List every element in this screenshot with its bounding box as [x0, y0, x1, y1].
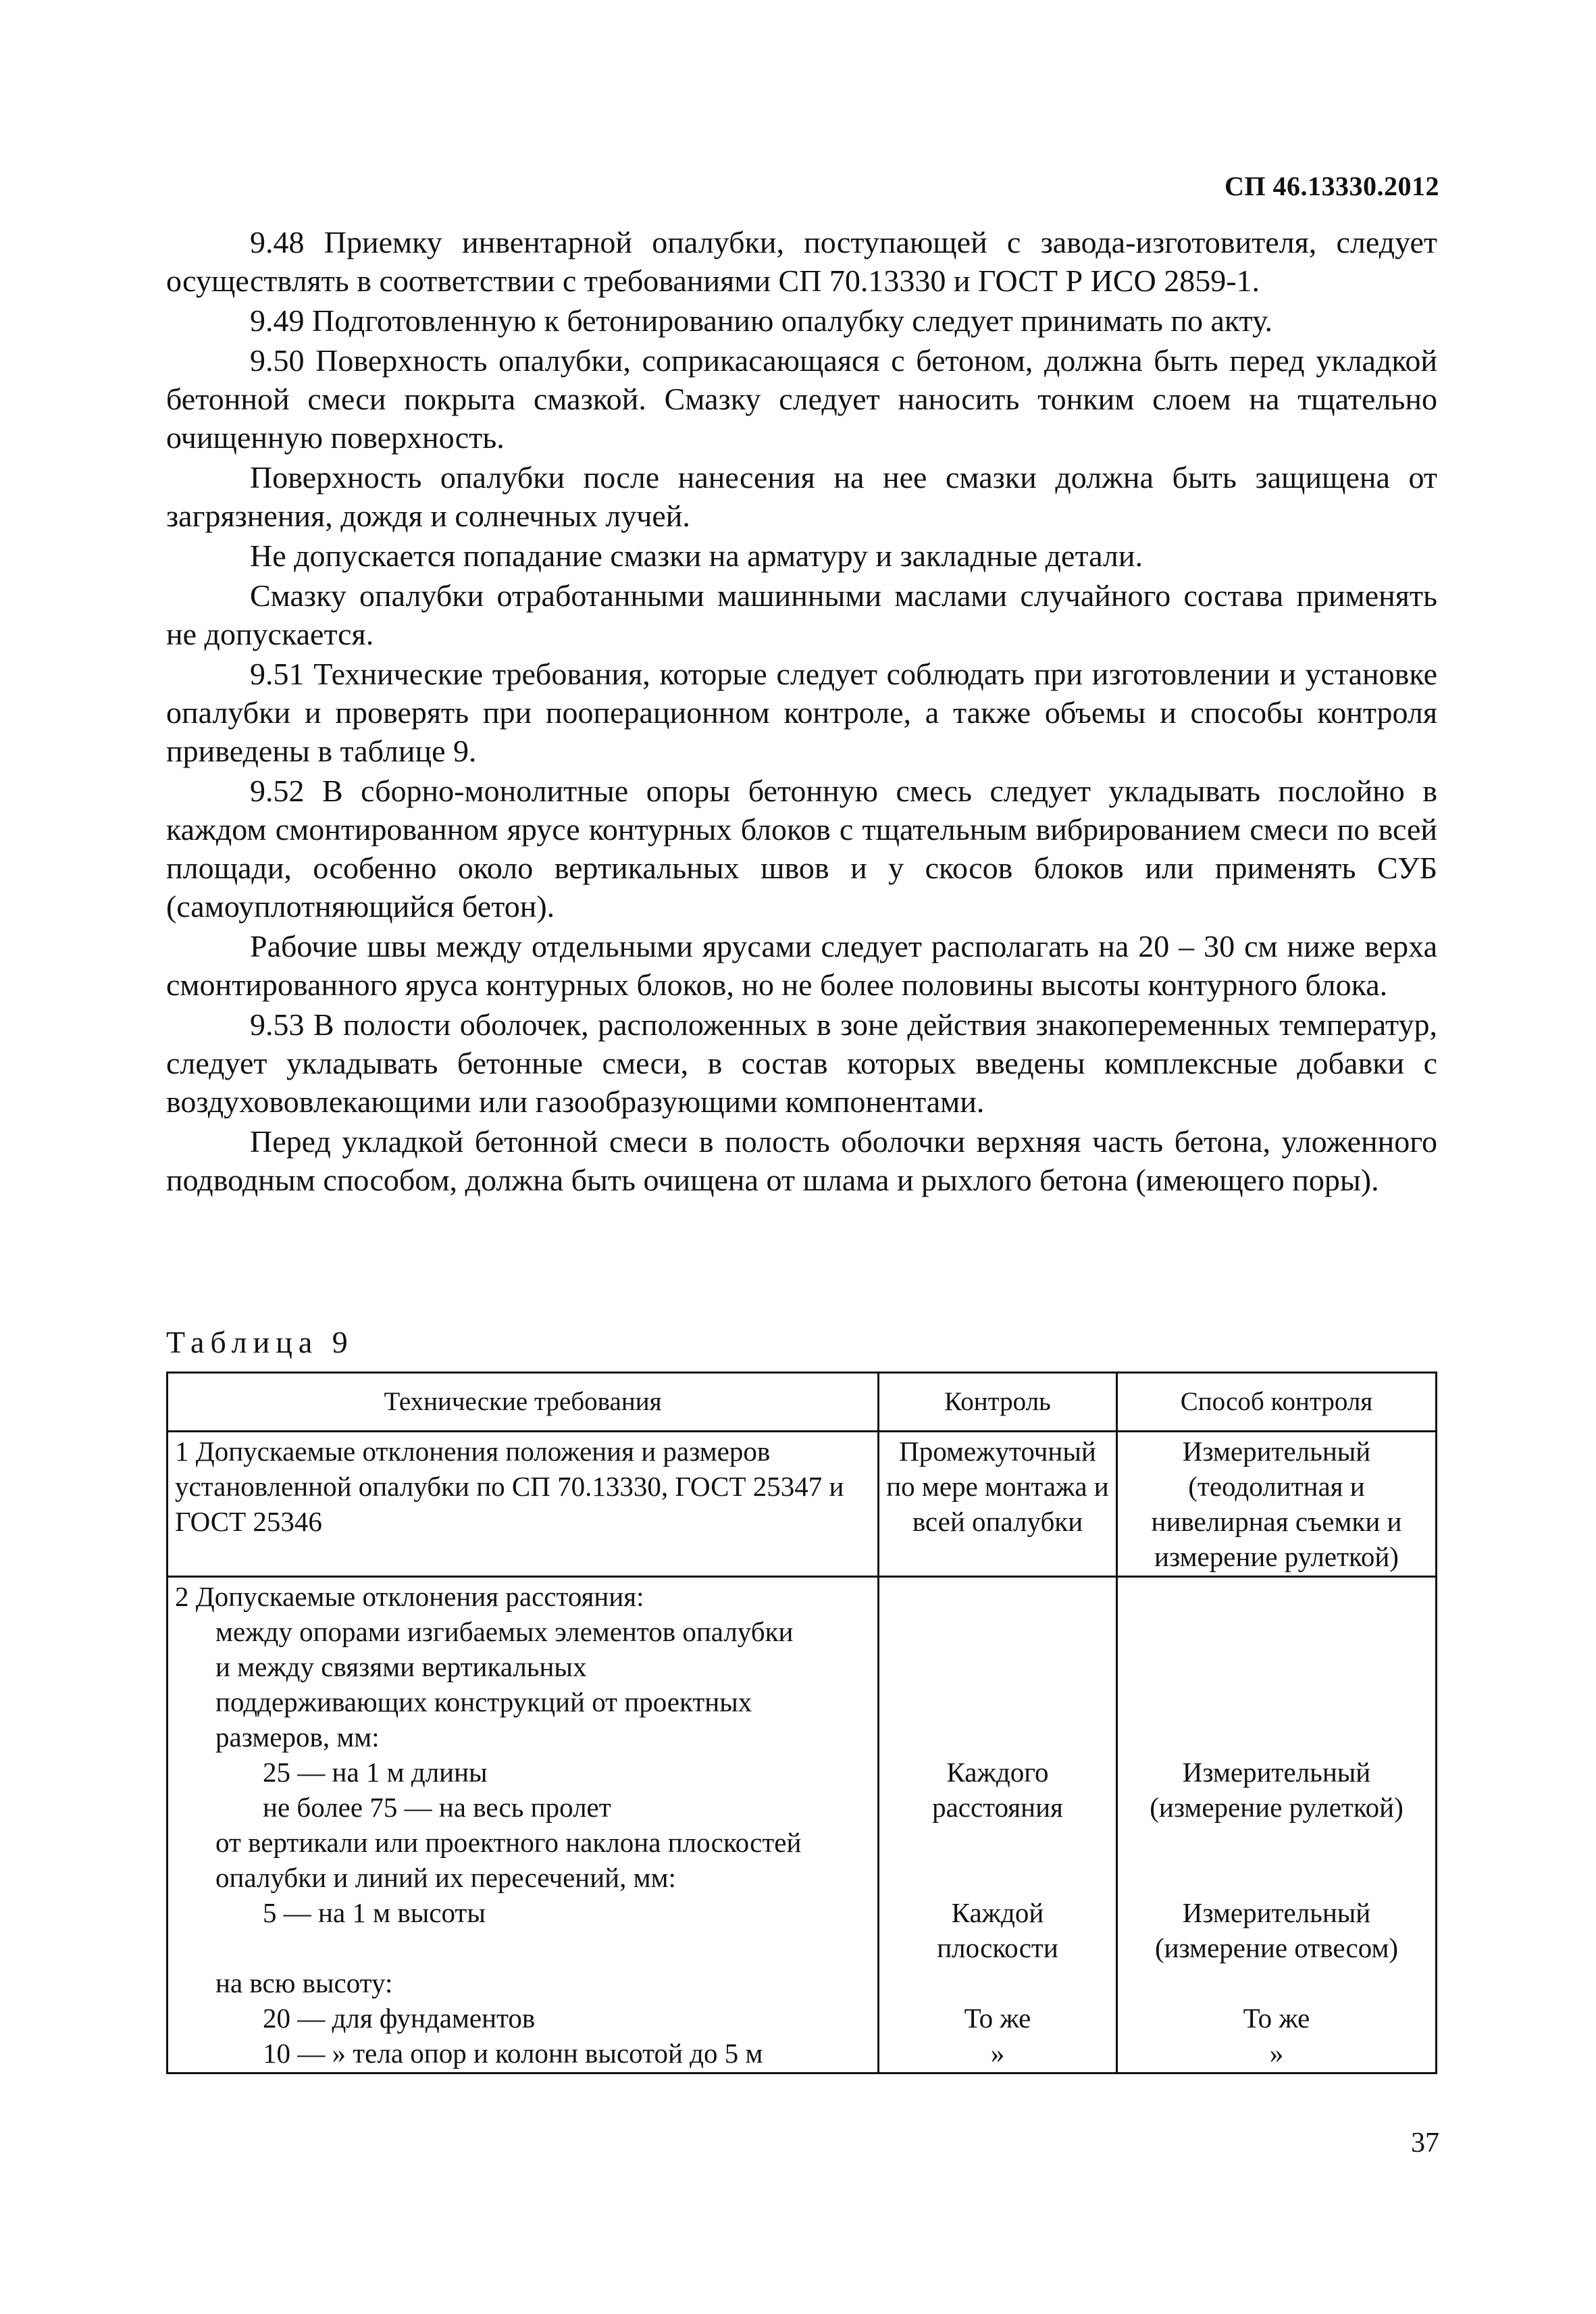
cell-line: расстояния	[932, 1792, 1063, 1823]
cell-line	[1125, 1719, 1428, 1755]
cell-line	[1125, 1614, 1428, 1649]
cell-line: не более 75 — на весь пролет	[263, 1792, 611, 1823]
cell-line: 25 — на 1 м длины	[263, 1757, 488, 1788]
paragraph: Поверхность опалубки после нанесения на нее смазки должна быть защищена от загрязнения, дождя и солнечных лучей.	[166, 460, 1437, 533]
cell-line: и между связями вертикальных	[215, 1651, 587, 1682]
paragraph-9-49: 9.49 Подготовленную к бетонированию опалубку следует принимать по акту.	[250, 303, 1273, 338]
cell-line	[886, 1579, 1109, 1614]
body-text	[166, 223, 1437, 1201]
cell-line: Каждой	[951, 1897, 1044, 1928]
column-header-control: Контроль	[879, 1373, 1117, 1432]
cell-line: 5 — на 1 м высоты	[263, 1897, 486, 1928]
cell-line: Каждого	[946, 1757, 1049, 1788]
paragraph: Перед укладкой бетонной смеси в полость оболочки верхняя часть бетона, уложенного подводным способом, должна быть очищена от шлама и рыхлого бетона (имеющего поры).	[166, 1124, 1437, 1197]
cell-line: на всю высоту:	[215, 1967, 393, 1998]
requirements-table	[166, 1372, 1437, 2074]
paragraph-9-50: 9.50 Поверхность опалубки, соприкасающаяся с бетоном, должна быть перед укладкой бетонной смеси покрыта смазкой. Смазку следует наносить тонким слоем на тщательно очищенную поверхность.	[166, 343, 1437, 455]
cell-line: »	[1269, 2038, 1284, 2069]
table-cell-requirement	[168, 1577, 879, 2073]
cell-line	[1125, 1825, 1428, 1860]
cell-line: »	[990, 2038, 1005, 2069]
table-cell-method: Измерительный (теодолитная и нивелирная съемки и измерение рулеткой)	[1117, 1432, 1437, 1577]
cell-line	[1125, 1579, 1428, 1614]
table-caption: Таблица 9	[166, 1325, 354, 1359]
cell-line	[1125, 1684, 1428, 1719]
table-header-row	[168, 1373, 1437, 1432]
table-row	[168, 1432, 1437, 1577]
cell-line	[886, 1860, 1109, 1895]
cell-line	[175, 1930, 871, 1965]
cell-line	[1125, 1965, 1428, 2001]
cell-line: То же	[964, 2003, 1031, 2034]
cell-line	[1125, 1649, 1428, 1684]
cell-line: от вертикали или проектного наклона плоскостей	[215, 1827, 802, 1858]
cell-line: 2 Допускаемые отклонения расстояния:	[175, 1581, 644, 1612]
cell-line: То же	[1243, 2003, 1310, 2034]
paragraph-9-52: 9.52 В сборно-монолитные опоры бетонную смесь следует укладывать послойно в каждом смонтированном ярусе контурных блоков с тщательным вибрированием смеси по всей площади, особенно около вертикальных швов и у скосов блоков или применять СУБ (самоуплотняющийся бетон).	[166, 774, 1437, 924]
cell-line: (измерение отвесом)	[1154, 1932, 1399, 1963]
column-header-requirements: Технические требования	[168, 1373, 879, 1432]
cell-line: 20 — для фундаментов	[263, 2003, 536, 2034]
cell-line: Измерительный	[1182, 1757, 1371, 1788]
paragraph-9-53: 9.53 В полости оболочек, расположенных в зоне действия знакопеременных температур, следует укладывать бетонные смеси, в состав которых введены комплексные добавки с воздухововлекающими или газообразующими компонентами.	[166, 1007, 1437, 1119]
cell-line	[886, 1649, 1109, 1684]
paragraph: Не допускается попадание смазки на арматуру и закладные детали.	[250, 538, 1143, 573]
cell-line	[886, 1965, 1109, 2001]
cell-line: (измерение рулеткой)	[1150, 1792, 1404, 1823]
table-cell-requirement: 1 Допускаемые отклонения положения и размеров установленной опалубки по СП 70.13330, ГОСТ 25347 и ГОСТ 25346	[168, 1432, 879, 1577]
paragraph-9-48: 9.48 Приемку инвентарной опалубки, поступающей с завода-изготовителя, следует осуществлять в соответствии с требованиями СП 70.13330 и ГОСТ Р ИСО 2859-1.	[166, 225, 1437, 298]
cell-line	[1125, 1860, 1428, 1895]
table-cell-control: Промежуточный по мере монтажа и всей опалубки	[879, 1432, 1117, 1577]
cell-line	[886, 1614, 1109, 1649]
cell-line: опалубки и линий их пересечений, мм:	[215, 1862, 676, 1893]
cell-line: Измерительный	[1182, 1897, 1371, 1928]
table-cell-method	[1117, 1577, 1437, 2073]
page-number: 37	[1411, 2128, 1439, 2159]
paragraph: Смазку опалубки отработанными машинными маслами случайного состава применять не допускается.	[166, 578, 1437, 651]
cell-line: поддерживающих конструкций от проектных	[215, 1686, 752, 1717]
cell-line: плоскости	[937, 1932, 1058, 1963]
paragraph-9-51: 9.51 Технические требования, которые следует соблюдать при изготовлении и установке опалубки и проверять при пооперационном контроле, а также объемы и способы контроля приведены в таблице 9.	[166, 657, 1437, 768]
table-cell-control	[879, 1577, 1117, 2073]
paragraph: Рабочие швы между отдельными ярусами следует располагать на 20 – 30 см ниже верха смонтированного яруса контурных блоков, но не более половины высоты контурного блока.	[166, 929, 1437, 1002]
cell-line	[886, 1684, 1109, 1719]
cell-line: 10 — » тела опор и колонн высотой до 5 м	[263, 2038, 763, 2069]
cell-line: между опорами изгибаемых элементов опалубки	[215, 1616, 794, 1647]
column-header-method: Способ контроля	[1117, 1373, 1437, 1432]
cell-line	[886, 1825, 1109, 1860]
cell-line: размеров, мм:	[215, 1721, 380, 1753]
table-row	[168, 1577, 1437, 2073]
cell-line	[886, 1719, 1109, 1755]
document-code-header: СП 46.13330.2012	[1225, 171, 1439, 201]
